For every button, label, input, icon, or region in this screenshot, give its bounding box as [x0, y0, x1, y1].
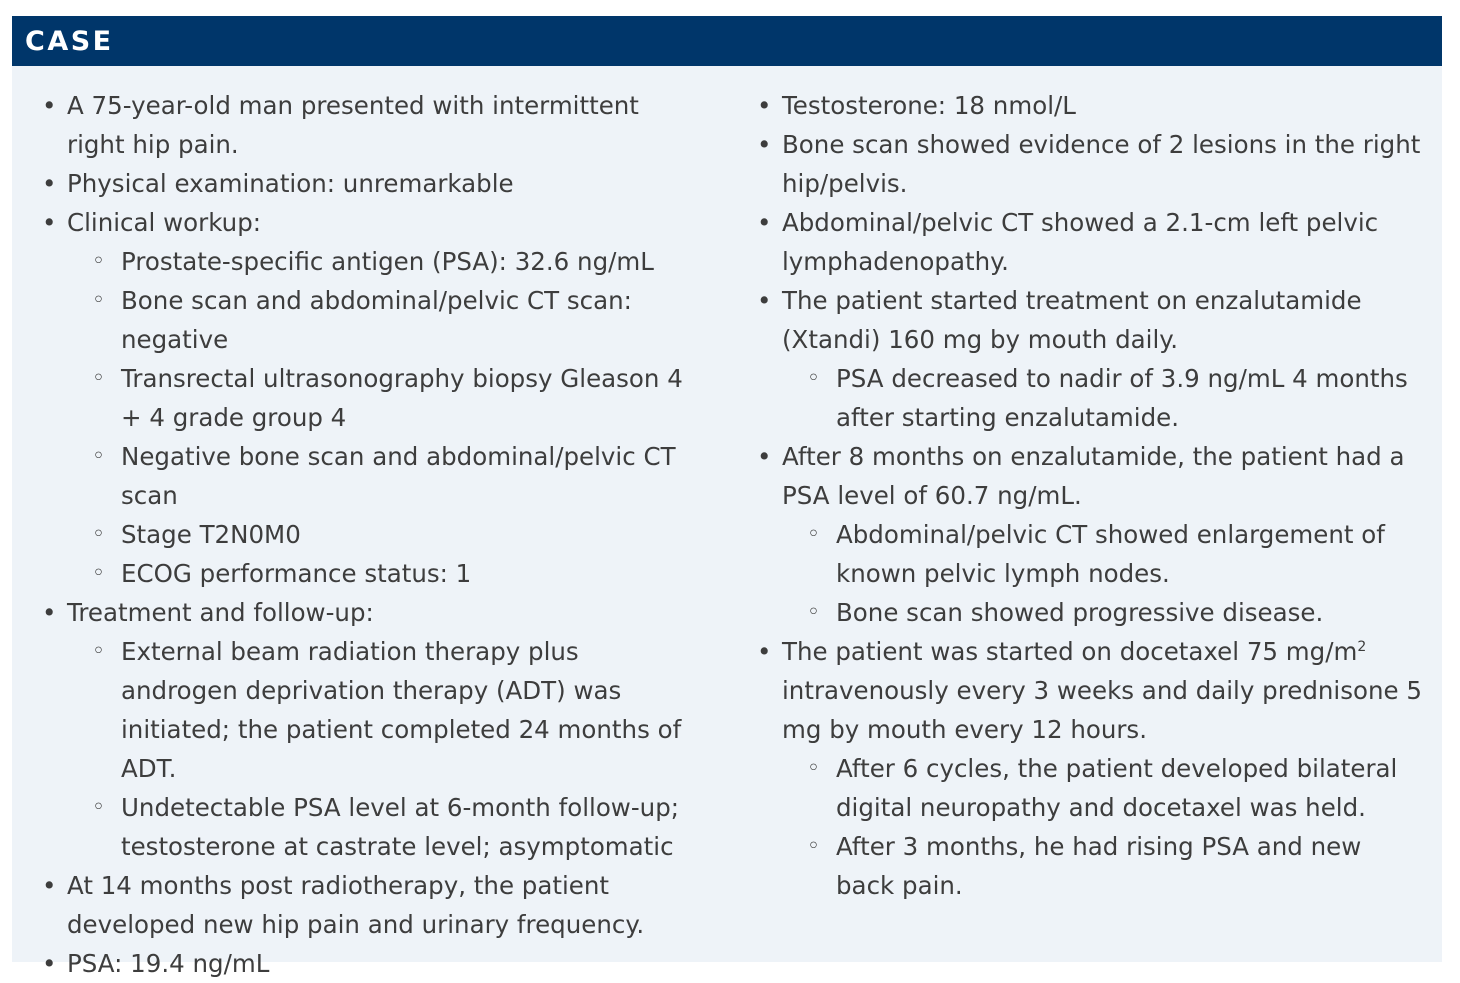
- list-item: [42, 164, 702, 203]
- sub-list-item: ◦ Transrectal ultrasonography biopsy Gleason 4 + 4 grade group 4: [121, 359, 702, 437]
- bullet-text: After 8 months on enzalutamide, the patient had a PSA level of 60.7 ng/mL.: [782, 442, 1405, 510]
- left-bullet-list: [42, 86, 702, 983]
- list-item: [757, 203, 1427, 281]
- sub-list-item: ◦ Stage T2N0M0: [121, 515, 702, 554]
- bullet-text: PSA: 19.4 ng/mL: [67, 949, 270, 978]
- bullet-text: A 75-year-old man presented with intermittent right hip pain.: [67, 91, 639, 159]
- bullet-text: Testosterone: 18 nmol/L: [782, 91, 1076, 120]
- bullet-text-post: intravenously every 3 weeks and daily prednisone 5 mg by mouth every 12 hours.: [782, 676, 1422, 744]
- list-item: [42, 944, 702, 983]
- bullet-text: Abdominal/pelvic CT showed a 2.1-cm left pelvic lymphadenopathy.: [782, 208, 1379, 276]
- left-column: [42, 86, 702, 983]
- sub-list-item: ◦ External beam radiation therapy plus androgen deprivation therapy (ADT) was initiated; the patient completed 24 months of ADT.: [121, 632, 702, 788]
- list-item: [757, 281, 1427, 437]
- sub-bullet-list: [782, 749, 1427, 905]
- list-item: [757, 632, 1427, 905]
- sub-list-item: ◦ After 6 cycles, the patient developed bilateral digital neuropathy and docetaxel was held.: [836, 749, 1427, 827]
- superscript: 2: [1357, 639, 1367, 655]
- list-item: [757, 125, 1427, 203]
- list-item: [42, 866, 702, 944]
- sub-list-item: ◦ Negative bone scan and abdominal/pelvic CT scan: [121, 437, 702, 515]
- sub-list-item: ◦ Abdominal/pelvic CT showed enlargement of known pelvic lymph nodes.: [836, 515, 1427, 593]
- list-item: [42, 593, 702, 866]
- list-item: [757, 86, 1427, 125]
- bullet-text: Bone scan showed evidence of 2 lesions in the right hip/pelvis.: [782, 130, 1421, 198]
- bullet-text: At 14 months post radiotherapy, the patient developed new hip pain and urinary frequency.: [67, 871, 645, 939]
- sub-list-item: ◦ Bone scan showed progressive disease.: [836, 593, 1427, 632]
- sub-list-item: ◦ PSA decreased to nadir of 3.9 ng/mL 4 months after starting enzalutamide.: [836, 359, 1427, 437]
- sub-list-item: ◦ Bone scan and abdominal/pelvic CT scan: negative: [121, 281, 702, 359]
- right-bullet-list: [757, 86, 1427, 905]
- bullet-text: Physical examination: unremarkable: [67, 169, 514, 198]
- bullet-text: The patient started treatment on enzalutamide (Xtandi) 160 mg by mouth daily.: [782, 286, 1362, 354]
- bullet-text: Treatment and follow-up:: [67, 598, 374, 627]
- bullet-text: Clinical workup:: [67, 208, 262, 237]
- bullet-text-pre: The patient was started on docetaxel 75 mg/m: [782, 637, 1358, 666]
- case-title: CASE: [25, 25, 114, 57]
- sub-bullet-list: [67, 242, 702, 593]
- list-item: [42, 203, 702, 593]
- sub-bullet-list: [782, 359, 1427, 437]
- sub-bullet-list: [782, 515, 1427, 632]
- sub-list-item: ◦ Undetectable PSA level at 6-month follow-up; testosterone at castrate level; asymptomatic: [121, 788, 702, 866]
- list-item: [757, 437, 1427, 632]
- case-panel: [12, 16, 1442, 978]
- sub-list-item: ◦ After 3 months, he had rising PSA and new back pain.: [836, 827, 1427, 905]
- sub-list-item: ◦ ECOG performance status: 1: [121, 554, 702, 593]
- right-column: [757, 86, 1427, 905]
- case-header: [12, 16, 1442, 66]
- list-item: [42, 86, 702, 164]
- sub-bullet-list: [67, 632, 702, 866]
- sub-list-item: ◦ Prostate-specific antigen (PSA): 32.6 ng/mL: [121, 242, 702, 281]
